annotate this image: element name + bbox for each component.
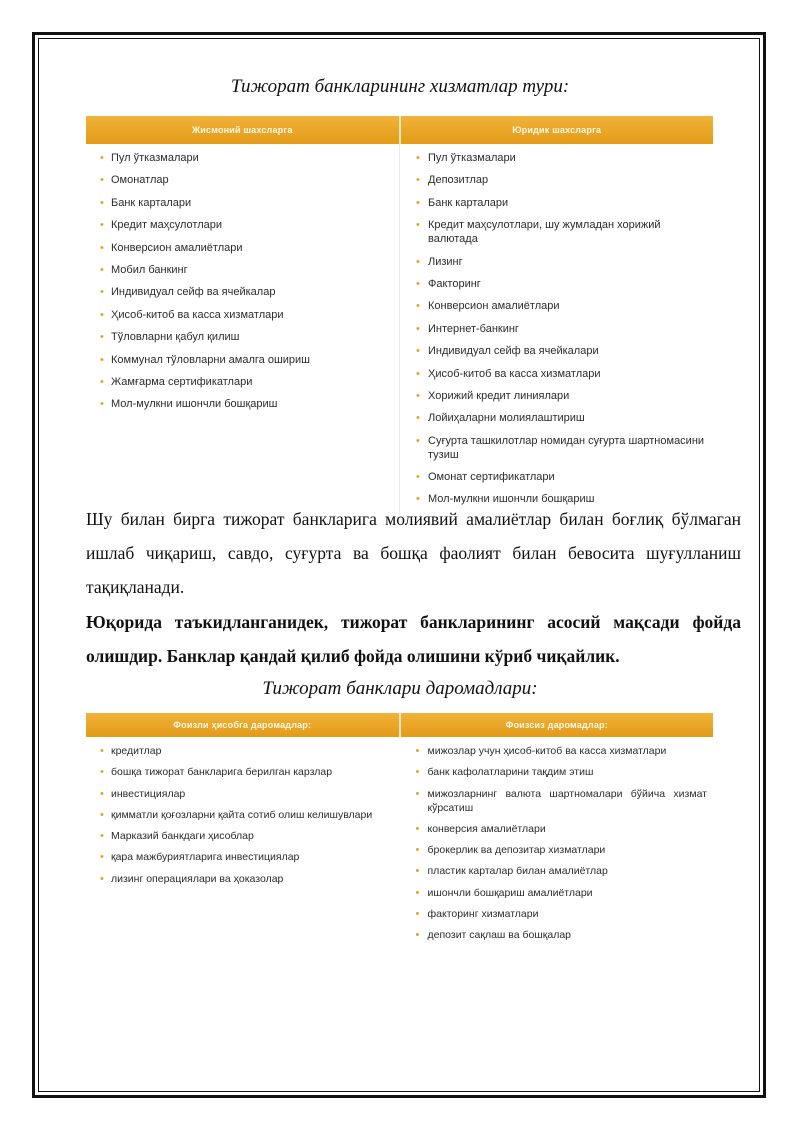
individual-service-item: [86, 330, 399, 344]
non-interest-income-item: [400, 864, 714, 878]
bullet-icon: •: [416, 174, 420, 187]
list-item-text: Факторинг: [428, 277, 481, 290]
income-table-header: [86, 713, 713, 737]
individual-service-item: [86, 196, 399, 210]
bullet-icon: •: [415, 844, 420, 857]
list-item-text: Жамғарма сертификатлари: [111, 375, 253, 388]
list-item-text: Омонат сертификатлари: [428, 471, 555, 484]
list-item-text: Интернет-банкинг: [428, 322, 519, 335]
legal-service-item: [400, 470, 713, 484]
bullet-icon: •: [100, 808, 104, 821]
header-non-interest-income: Фоизсиз даромадлар:: [399, 713, 714, 737]
bullet-icon: •: [100, 872, 104, 885]
bullet-icon: •: [100, 331, 104, 344]
list-item-text: Хорижий кредит линиялари: [428, 389, 570, 402]
list-item-text: депозит сақлаш ва бошқалар: [427, 929, 572, 942]
bullet-icon: •: [415, 745, 420, 757]
list-item-text: лизинг операциялари ва ҳоказолар: [111, 872, 284, 885]
services-table: [86, 116, 713, 515]
non-interest-income-item: [400, 744, 714, 758]
bullet-icon: •: [415, 908, 420, 921]
paragraph-restriction: Шу билан бирга тижорат банкларига молиявий амалиётлар билан боғлиқ бўлмаган ишлаб чиқариш, савдо, суғурта ва бошқа фаолият билан бевосита шуғулланиш тақиқланади.: [86, 509, 741, 597]
list-item-text: Конверсион амалиётлари: [111, 241, 243, 254]
bullet-icon: •: [416, 493, 420, 506]
bullet-icon: •: [416, 434, 420, 447]
list-item-text: брокерлик ва депозитар хизматлари: [427, 844, 606, 857]
legal-service-item: [400, 434, 713, 462]
legal-service-item: [400, 299, 713, 313]
paragraph-profit: Юқорида таъкидланганидек, тижорат банкларининг асосий мақсади фойда олишдир. Банклар қандай қилиб фойда олишини кўриб чиқайлик.: [86, 612, 741, 666]
list-item-text: Пул ўтказмалари: [428, 152, 516, 164]
list-item-text: факторинг хизматлари: [427, 908, 539, 921]
list-item-text: Омонатлар: [111, 174, 169, 187]
list-item-text: қара мажбуриятларига инвестициялар: [111, 851, 300, 864]
legal-service-item: [400, 344, 713, 358]
bullet-icon: •: [416, 152, 420, 164]
bullet-icon: •: [100, 152, 104, 164]
bullet-icon: •: [100, 851, 104, 864]
list-item-text: мижозларнинг валюта шартномалари бўйича хизмат кўрсатиш: [427, 787, 707, 814]
individual-service-item: [86, 263, 399, 277]
non-interest-income-item: [400, 787, 714, 815]
individual-service-item: [86, 285, 399, 299]
bullet-icon: •: [416, 255, 420, 268]
list-item-text: Лизинг: [428, 255, 463, 268]
header-individuals: Жисмоний шахсларга: [86, 116, 399, 144]
list-item-text: Мобил банкинг: [111, 263, 188, 276]
non-interest-income-item: [400, 928, 714, 942]
bullet-icon: •: [416, 471, 420, 484]
interest-income-item: [86, 744, 400, 758]
non-interest-income-item: [400, 907, 714, 921]
legal-service-item: [400, 218, 713, 246]
header-legal-entities: Юридик шахсларга: [399, 116, 714, 144]
individuals-column: [86, 144, 400, 515]
list-item-text: Банк карталари: [111, 196, 192, 209]
list-item-text: Коммунал тўловларни амалга ошириш: [111, 353, 310, 366]
list-item-text: инвестициялар: [111, 787, 186, 800]
non-interest-income-item: [400, 822, 714, 836]
list-item-text: Мол-мулкни ишончли бошқариш: [428, 493, 595, 506]
bullet-icon: •: [100, 787, 104, 800]
legal-service-item: [400, 411, 713, 425]
services-table-header: [86, 116, 713, 144]
legal-service-item: [400, 389, 713, 403]
bullet-icon: •: [416, 322, 420, 335]
bullet-icon: •: [100, 353, 104, 366]
interest-income-item: [86, 787, 400, 801]
list-item-text: пластик карталар билан амалиётлар: [427, 865, 608, 878]
list-item-text: Кредит маҳсулотлари, шу жумладан хорижий валютада: [428, 219, 661, 246]
bullet-icon: •: [100, 196, 104, 209]
list-item-text: Ҳисоб-китоб ва касса хизматлари: [111, 308, 284, 321]
individual-service-item: [86, 308, 399, 322]
bullet-icon: •: [416, 367, 420, 380]
bullet-icon: •: [100, 263, 104, 276]
list-item-text: Индивидуал сейф ва ячейкалари: [428, 345, 599, 358]
bullet-icon: •: [416, 389, 420, 402]
list-item-text: ишончли бошқариш амалиётлари: [427, 886, 593, 899]
interest-income-item: [86, 850, 400, 864]
bullet-icon: •: [100, 830, 104, 843]
list-item-text: кредитлар: [111, 745, 162, 757]
bullet-icon: •: [416, 196, 420, 209]
header-interest-income: Фоизли ҳисобга даромадлар:: [86, 713, 399, 737]
non-interest-income-item: [400, 765, 714, 779]
bullet-icon: •: [100, 219, 104, 232]
legal-service-item: [400, 173, 713, 187]
bullet-icon: •: [100, 308, 104, 321]
bullet-icon: •: [100, 241, 104, 254]
legal-service-item: [400, 151, 713, 165]
list-item-text: мижозлар учун ҳисоб-китоб ва касса хизматлари: [427, 745, 667, 757]
list-item-text: Конверсион амалиётлари: [428, 300, 560, 313]
list-item-text: Пул ўтказмалари: [111, 152, 199, 164]
interest-income-item: [86, 872, 400, 886]
bullet-icon: •: [415, 929, 420, 942]
caption-income: Тижорат банклари даромадлари:: [262, 678, 538, 699]
legal-entities-column: [400, 144, 713, 515]
interest-income-item: [86, 829, 400, 843]
individual-service-item: [86, 353, 399, 367]
list-item-text: бошқа тижорат банкларига берилган карзлар: [111, 766, 333, 779]
bullet-icon: •: [416, 219, 420, 232]
legal-service-item: [400, 255, 713, 269]
bullet-icon: •: [415, 787, 420, 800]
bullet-icon: •: [416, 277, 420, 290]
bullet-icon: •: [416, 345, 420, 358]
non-interest-income-column: [400, 737, 714, 950]
bullet-icon: •: [100, 375, 104, 388]
list-item-text: конверсия амалиётлари: [427, 822, 546, 835]
bullet-icon: •: [100, 286, 104, 299]
list-item-text: Банк карталари: [428, 196, 509, 209]
bullet-icon: •: [416, 300, 420, 313]
income-table: [86, 713, 713, 950]
bullet-icon: •: [100, 174, 104, 187]
legal-service-item: [400, 277, 713, 291]
individual-service-item: [86, 151, 399, 165]
bullet-icon: •: [100, 398, 104, 411]
caption-services: Тижорат банкларининг хизматлар тури:: [230, 76, 570, 97]
non-interest-income-item: [400, 843, 714, 857]
bullet-icon: •: [415, 886, 420, 899]
list-item-text: Марказий банкдаги ҳисоблар: [111, 830, 254, 843]
individual-service-item: [86, 241, 399, 255]
list-item-text: Кредит маҳсулотлари: [111, 219, 223, 232]
list-item-text: Лойиҳаларни молиялаштириш: [428, 412, 585, 425]
interest-income-item: [86, 808, 400, 822]
list-item-text: Индивидуал сейф ва ячейкалар: [111, 286, 276, 299]
individual-service-item: [86, 375, 399, 389]
interest-income-column: [86, 737, 400, 950]
individual-service-item: [86, 218, 399, 232]
list-item-text: Депозитлар: [428, 174, 489, 187]
interest-income-item: [86, 765, 400, 779]
list-item-text: банк кафолатларини тақдим этиш: [427, 766, 594, 779]
list-item-text: Суғурта ташкилотлар номидан суғурта шартномасини тузиш: [428, 434, 705, 461]
bullet-icon: •: [415, 766, 420, 779]
individual-service-item: [86, 397, 399, 411]
list-item-text: Ҳисоб-китоб ва касса хизматлари: [428, 367, 601, 380]
list-item-text: қимматли қоғозларни қайта сотиб олиш келишувлари: [111, 808, 373, 821]
list-item-text: Мол-мулкни ишончли бошқариш: [111, 398, 278, 411]
bullet-icon: •: [100, 766, 104, 779]
bullet-icon: •: [415, 822, 420, 835]
bullet-icon: •: [415, 865, 420, 878]
bullet-icon: •: [100, 745, 104, 757]
individual-service-item: [86, 173, 399, 187]
legal-service-item: [400, 322, 713, 336]
legal-service-item: [400, 367, 713, 381]
non-interest-income-item: [400, 886, 714, 900]
legal-service-item: [400, 196, 713, 210]
list-item-text: Тўловларни қабул қилиш: [111, 331, 240, 344]
bullet-icon: •: [416, 412, 420, 425]
